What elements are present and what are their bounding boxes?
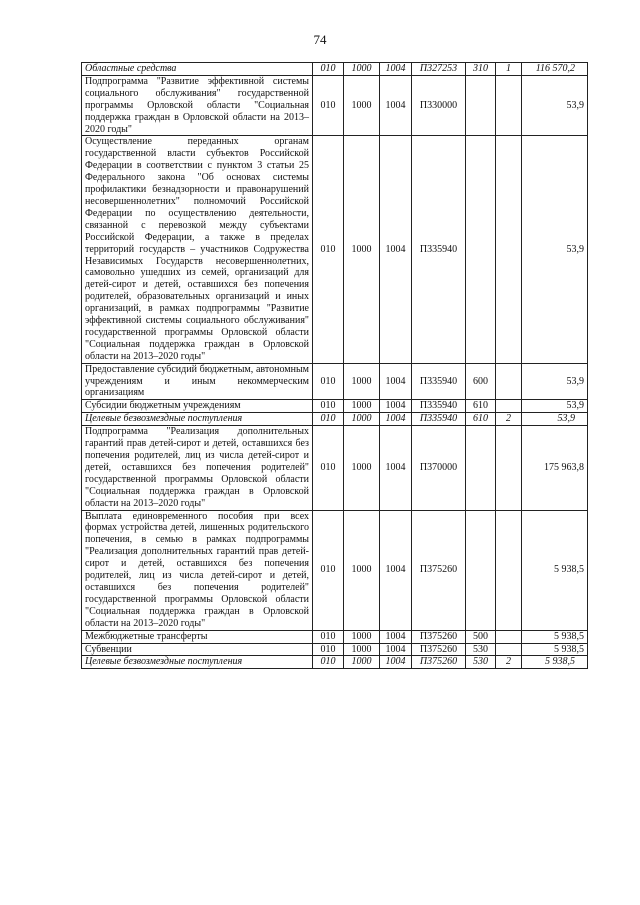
subsection-code-cell: 1004 [380,630,412,643]
expense-type-cell [466,75,496,136]
row-name-cell: Целевые безвозмездные поступления [82,413,313,426]
admin-code-cell: 010 [313,510,344,630]
section-code-cell: 1000 [344,510,380,630]
table-row [82,630,588,643]
funding-source-cell [496,136,522,363]
table-row [82,656,588,669]
section-code-cell: 1000 [344,643,380,656]
table-row [82,510,588,630]
subsection-code-cell: 1004 [380,426,412,510]
admin-code-cell: 010 [313,630,344,643]
amount-cell: 53,9 [522,400,588,413]
row-name-cell: Осуществление переданных органам государственной власти субъектов Российской Федерации в соответствии с пунктом 3 статьи 25 Федерального закона "Об основах системы профилактики безнадзорности и правонарушений несовершеннолетних" полномочий Российской Федерации по осуществлению деятельности, связанной с перевозкой между субъектами Российской Федерации, а также в пределах территорий государств – участников Содружества Независимых Государств несовершеннолетних, самовольно ушедших из семей, организаций для детей-сирот и детей, оставшихся без попечения родителей, образовательных организаций и иных организаций, в рамках подпрограммы "Развитие эффективной системы социального обслуживания" государственной программы Орловской области "Социальная поддержка граждан в Орловской области на 2013–2020 годы" [82,136,313,363]
expense-type-cell: 530 [466,643,496,656]
funding-source-cell [496,426,522,510]
amount-cell: 5 938,5 [522,510,588,630]
section-code-cell: 1000 [344,413,380,426]
admin-code-cell: 010 [313,413,344,426]
funding-source-cell [496,400,522,413]
target-article-cell: П375260 [412,510,466,630]
section-code-cell: 1000 [344,75,380,136]
subsection-code-cell: 1004 [380,363,412,400]
section-code-cell: 1000 [344,656,380,669]
funding-source-cell [496,75,522,136]
admin-code-cell: 010 [313,400,344,413]
expense-type-cell [466,136,496,363]
row-name-cell: Межбюджетные трансферты [82,630,313,643]
admin-code-cell: 010 [313,75,344,136]
amount-cell: 53,9 [522,363,588,400]
expense-type-cell: 610 [466,413,496,426]
admin-code-cell: 010 [313,136,344,363]
expense-type-cell: 530 [466,656,496,669]
row-name-cell: Подпрограмма "Реализация дополнительных гарантий прав детей-сирот и детей, оставшихся без попечения родителей, лиц из числа детей-сирот и детей, оставшихся без попечения родителей" государственной программы Орловской области "Социальная поддержка граждан в Орловской области на 2013–2020 годы" [82,426,313,510]
section-code-cell: 1000 [344,400,380,413]
section-code-cell: 1000 [344,136,380,363]
row-name-cell: Областные средства [82,63,313,76]
subsection-code-cell: 1004 [380,510,412,630]
table-row [82,413,588,426]
expense-type-cell: 600 [466,363,496,400]
admin-code-cell: 010 [313,643,344,656]
target-article-cell: П335940 [412,363,466,400]
amount-cell: 116 570,2 [522,63,588,76]
section-code-cell: 1000 [344,63,380,76]
funding-source-cell [496,363,522,400]
admin-code-cell: 010 [313,656,344,669]
funding-source-cell [496,643,522,656]
row-name-cell: Выплата единовременного пособия при всех формах устройства детей, лишенных родительского попечения, в семью в рамках подпрограммы "Реализация дополнительных гарантий прав детей-сирот и детей, оставшихся без попечения родителей, лиц из числа детей-сирот и детей, оставшихся без попечения родителей" государственной программы Орловской области "Социальная поддержка граждан в Орловской области на 2013–2020 годы" [82,510,313,630]
row-name-cell: Субвенции [82,643,313,656]
amount-cell: 175 963,8 [522,426,588,510]
admin-code-cell: 010 [313,363,344,400]
target-article-cell: П335940 [412,136,466,363]
table-row [82,363,588,400]
target-article-cell: П375260 [412,656,466,669]
subsection-code-cell: 1004 [380,643,412,656]
table-row [82,400,588,413]
table-row [82,63,588,76]
expense-type-cell: 610 [466,400,496,413]
section-code-cell: 1000 [344,426,380,510]
target-article-cell: П335940 [412,413,466,426]
amount-cell: 53,9 [522,413,588,426]
row-name-cell: Субсидии бюджетным учреждениям [82,400,313,413]
target-article-cell: П330000 [412,75,466,136]
budget-table [81,62,588,669]
target-article-cell: П370000 [412,426,466,510]
funding-source-cell: 2 [496,656,522,669]
funding-source-cell [496,630,522,643]
subsection-code-cell: 1004 [380,63,412,76]
section-code-cell: 1000 [344,363,380,400]
amount-cell: 5 938,5 [522,643,588,656]
row-name-cell: Целевые безвозмездные поступления [82,656,313,669]
expense-type-cell: 500 [466,630,496,643]
amount-cell: 5 938,5 [522,630,588,643]
section-code-cell: 1000 [344,630,380,643]
target-article-cell: П327253 [412,63,466,76]
table-row [82,426,588,510]
amount-cell: 5 938,5 [522,656,588,669]
admin-code-cell: 010 [313,63,344,76]
expense-type-cell [466,426,496,510]
target-article-cell: П375260 [412,643,466,656]
subsection-code-cell: 1004 [380,656,412,669]
funding-source-cell: 1 [496,63,522,76]
table-row [82,75,588,136]
amount-cell: 53,9 [522,75,588,136]
amount-cell: 53,9 [522,136,588,363]
page-number: 74 [313,32,327,47]
subsection-code-cell: 1004 [380,136,412,363]
target-article-cell: П375260 [412,630,466,643]
subsection-code-cell: 1004 [380,75,412,136]
funding-source-cell: 2 [496,413,522,426]
expense-type-cell: 310 [466,63,496,76]
target-article-cell: П335940 [412,400,466,413]
funding-source-cell [496,510,522,630]
row-name-cell: Подпрограмма "Развитие эффективной системы социального обслуживания" государственной программы Орловской области "Социальная поддержка граждан в Орловской области на 2013–2020 годы" [82,75,313,136]
row-name-cell: Предоставление субсидий бюджетным, автономным учреждениям и иным некоммерческим организациям [82,363,313,400]
subsection-code-cell: 1004 [380,400,412,413]
table-row [82,643,588,656]
table-row [82,136,588,363]
expense-type-cell [466,510,496,630]
admin-code-cell: 010 [313,426,344,510]
subsection-code-cell: 1004 [380,413,412,426]
